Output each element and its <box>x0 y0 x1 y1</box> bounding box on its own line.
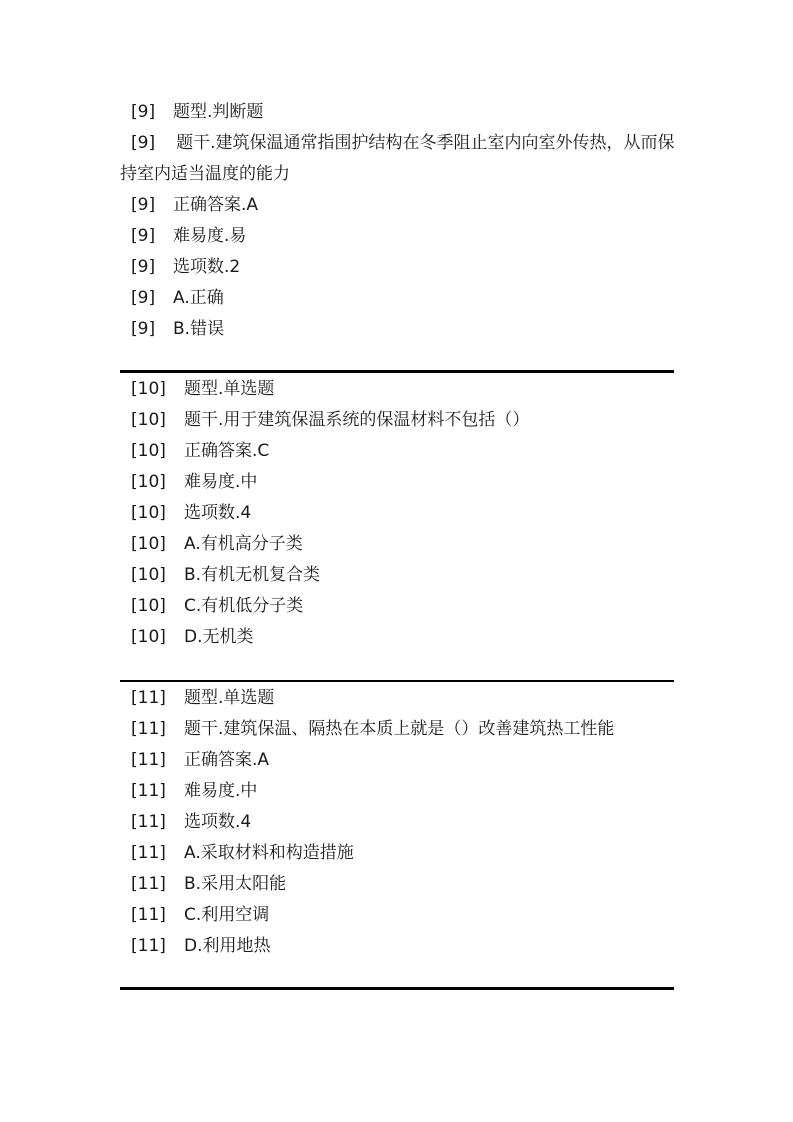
question-11 <box>120 683 675 962</box>
question-type-line <box>120 97 675 128</box>
question-number: [10] <box>131 503 166 523</box>
question-answer: 正确答案.A <box>184 750 270 770</box>
question-option-count: 选项数.4 <box>184 503 252 523</box>
question-answer-line <box>120 745 675 776</box>
question-difficulty-line <box>120 776 675 807</box>
divider <box>120 680 674 682</box>
question-difficulty: 难易度.中 <box>184 472 258 492</box>
question-answer: 正确答案.C <box>184 441 270 461</box>
question-option <box>120 622 675 653</box>
question-number: [10] <box>131 410 166 430</box>
option-text: B.错误 <box>173 319 225 339</box>
question-number: [10] <box>131 441 166 461</box>
question-stem-line <box>120 714 675 745</box>
option-text: C.利用空调 <box>184 905 270 925</box>
question-option-count-line <box>120 252 675 283</box>
question-number: [11] <box>131 750 166 770</box>
question-type-line <box>120 683 675 714</box>
question-number: [9] <box>131 133 156 153</box>
question-option <box>120 591 675 622</box>
question-number: [10] <box>131 565 166 585</box>
option-text: D.利用地热 <box>184 936 271 956</box>
question-option-count: 选项数.4 <box>184 812 252 832</box>
question-number: [11] <box>131 781 166 801</box>
question-number: [9] <box>131 195 156 215</box>
question-option <box>120 529 675 560</box>
divider <box>120 370 674 373</box>
question-option <box>120 838 675 869</box>
question-number: [9] <box>131 226 156 246</box>
question-option <box>120 900 675 931</box>
question-option-count-line <box>120 807 675 838</box>
option-text: A.正确 <box>173 288 224 308</box>
question-number: [11] <box>131 874 166 894</box>
question-stem: 题干.用于建筑保温系统的保温材料不包括（） <box>184 410 530 430</box>
question-type: 题型.单选题 <box>184 379 275 399</box>
question-number: [11] <box>131 688 166 708</box>
question-number: [11] <box>131 905 166 925</box>
option-text: B.采用太阳能 <box>184 874 287 894</box>
question-answer: 正确答案.A <box>173 195 259 215</box>
question-difficulty: 难易度.易 <box>173 226 247 246</box>
divider <box>120 987 674 990</box>
question-option <box>120 931 675 962</box>
question-number: [10] <box>131 534 166 554</box>
question-number: [11] <box>131 936 166 956</box>
question-option <box>120 283 675 314</box>
question-option-count-line <box>120 498 675 529</box>
question-number: [9] <box>131 319 156 339</box>
question-number: [11] <box>131 843 166 863</box>
question-type: 题型.单选题 <box>184 688 275 708</box>
question-option <box>120 560 675 591</box>
question-number: [11] <box>131 719 166 739</box>
question-number: [11] <box>131 812 166 832</box>
question-answer-line <box>120 436 675 467</box>
question-stem-line <box>120 405 675 436</box>
question-option <box>120 314 675 345</box>
question-number: [9] <box>131 102 156 122</box>
question-number: [10] <box>131 472 166 492</box>
question-number: [10] <box>131 627 166 647</box>
question-number: [10] <box>131 379 166 399</box>
question-number: [10] <box>131 596 166 616</box>
question-number: [9] <box>131 288 156 308</box>
question-number: [9] <box>131 257 156 277</box>
question-difficulty: 难易度.中 <box>184 781 258 801</box>
question-type-line <box>120 374 675 405</box>
question-option <box>120 869 675 900</box>
option-text: B.有机无机复合类 <box>184 565 321 585</box>
question-9 <box>120 97 675 345</box>
question-10 <box>120 374 675 653</box>
option-text: C.有机低分子类 <box>184 596 304 616</box>
question-type: 题型.判断题 <box>173 102 264 122</box>
question-difficulty-line <box>120 467 675 498</box>
question-answer-line <box>120 190 675 221</box>
option-text: A.采取材料和构造措施 <box>184 843 354 863</box>
question-option-count: 选项数.2 <box>173 257 241 277</box>
option-text: D.无机类 <box>184 627 254 647</box>
question-difficulty-line <box>120 221 675 252</box>
option-text: A.有机高分子类 <box>184 534 303 554</box>
question-stem-line <box>120 128 675 190</box>
question-stem: 题干.建筑保温通常指围护结构在冬季阻止室内向室外传热，从而保持室内适当温度的能力 <box>120 133 675 184</box>
question-stem: 题干.建筑保温、隔热在本质上就是（）改善建筑热工性能 <box>184 719 615 739</box>
